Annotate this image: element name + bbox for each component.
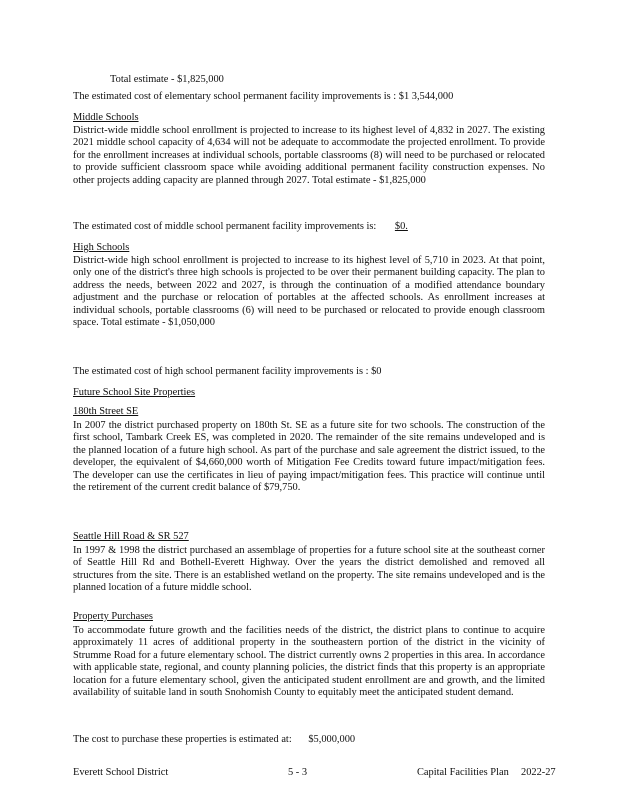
seattle-hill-body: In 1997 & 1998 the district purchased an assemblage of properties for a future school site at the southeast corner of Seattle Hill Rd and Bothell-Everett Highway. Over the years the district demolished and removed all structures from the site. There is an established wetland on the property. The site remains undeveloped and is the planned location of a future middle school.	[73, 545, 545, 594]
middle-schools-cost-label: The estimated cost of middle school permanent facility improvements is:	[73, 221, 377, 232]
page-footer	[73, 767, 565, 780]
future-sites-heading: Future School Site Properties	[73, 387, 196, 398]
property-purchases-cost-label: The cost to purchase these properties is estimated at:	[73, 734, 292, 745]
footer-document-title: Capital Facilities Plan	[417, 767, 509, 778]
seattle-hill-heading: Seattle Hill Road & SR 527	[73, 531, 189, 542]
middle-schools-cost-value: $0.	[394, 221, 408, 232]
property-purchases-cost-line	[73, 734, 545, 746]
middle-schools-body: District-wide middle school enrollment is projected to increase to its highest level of 4,832 in 2027. The existing 2021 middle school capacity of 4,634 will not be adequate to accommodate the projected enrollment. To provide for the enrollment increases at individual schools, portable classrooms (8) will need to be purchased or relocated to provide sufficient classroom space while avoiding additional permanent facility construction expenses. No other projects adding capacity are planned through 2027. Total estimate - $1,825,000	[73, 125, 545, 186]
site-180th-body: In 2007 the district purchased property on 180th St. SE as a future site for two schools. The construction of the first school, Tambark Creek ES, was completed in 2020. The remainder of the site remains undeveloped and is the planned location of a future high school. As part of the purchase and sale agreement the district issued, to the developer, the equivalent of $4,660,000 worth of Mitigation Fee Credits toward future impact/mitigation fees. The developer can use the certificates in lieu of paying impact/mitigation fees. This practice will continue until the retirement of the current credit balance of $79,750.	[73, 420, 545, 494]
footer-page-number: 5 - 3	[288, 767, 308, 778]
property-purchases-body: To accommodate future growth and the facilities needs of the district, the district plans to continue to acquire approximately 11 acres of additional property in the southeastern portion of the district in the vicinity of Strumme Road for a future elementary school. The district currently owns 2 properties in this area. In accordance with applicable state, regional, and county planning policies, the district finds that this property is an appropriate location for a future elementary school, given the anticipated student enrollment are and growth, and the limited availability of suitable land in south Snohomish County to equitably meet the anticipated student demand.	[73, 625, 545, 699]
high-schools-heading: High Schools	[73, 242, 130, 253]
property-purchases-cost-value: $5,000,000	[308, 734, 356, 745]
site-180th-heading: 180th Street SE	[73, 406, 139, 417]
high-schools-body: District-wide high school enrollment is projected to increase to its highest level of 5,710 in 2023. At that point, only one of the district's three high schools is projected to be over their permanent building capacity. The plan to address the needs, between 2022 and 2027, is through the continuation of a modified attendance boundary adjustment and the purchase or relocation of portables at the affected schools. As enrollment increases at individual schools, portable classrooms (6) will need to be purchased or relocated to provide enough classroom space. Total estimate - $1,050,000	[73, 255, 545, 329]
footer-plan-years: 2022-27	[521, 767, 556, 778]
high-schools-cost-line: The estimated cost of high school permanent facility improvements is : $0	[73, 366, 382, 377]
middle-schools-heading: Middle Schools	[73, 112, 139, 123]
elementary-cost-line: The estimated cost of elementary school permanent facility improvements is : $1 3,544,000	[73, 91, 454, 102]
footer-district-name: Everett School District	[73, 767, 169, 778]
middle-schools-cost-line	[73, 221, 545, 233]
property-purchases-heading: Property Purchases	[73, 611, 153, 622]
elementary-total-estimate: Total estimate - $1,825,000	[110, 74, 224, 85]
